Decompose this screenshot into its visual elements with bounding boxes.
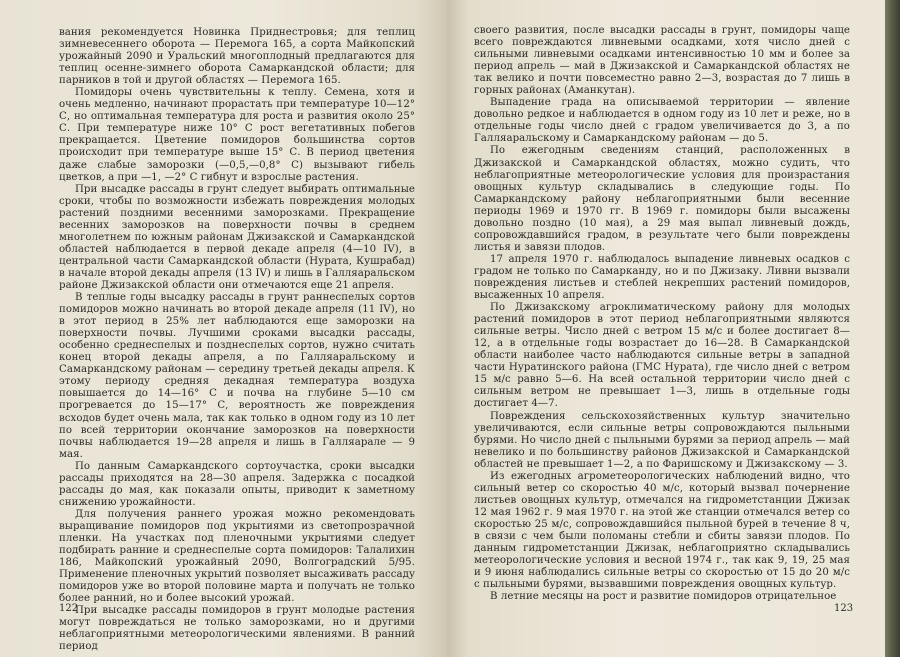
paragraph: Помидоры очень чувствительны к теплу. Семена, хотя и очень медленно, начинают прорастать при температуре 10—12° С, но оптимальная температура для роста и развития около 25° С. При температуре ниже 10° С рост вегетативных побегов прекращается. Цветение помидоров большинства сортов происходит при температуре выше 15° С. В период цветения даже слабые заморозки (—0,5,—0,8° С) вызывают гибель цветков, а при —1, —2° С гибнут и взрослые растения. (59, 87, 415, 183)
book-cover-edge (885, 0, 900, 657)
paragraph: По данным Самаркандского сортоучастка, сроки высадки рассады приходятся на 28—30 апреля. Задержка с посадкой рассады до мая, как показали опыты, приводит к заметному снижению урожайности. (59, 460, 415, 508)
paragraph: При высадке рассады в грунт следует выбирать оптимальные сроки, чтобы по возможности избежать повреждения молодых растений поздними весенними заморозками. Прекращение весенних заморозков на поверхности почвы в среднем многолетнем по южным районам Джизакской и Самаркандской областей наблюдается в первой декаде апреля (4—10 IV), в центральной части Самаркандской области (Нурата, Кушрабад) в начале второй декады апреля (13 IV) и лишь в Галляаральском районе Джизакской области они отмечаются еще 21 апреля. (59, 183, 415, 291)
paragraph: Выпадение града на описываемой территории — явление довольно редкое и наблюдается в одном году из 10 лет и реже, но в отдельные годы число дней с градом увеличивается до 3, а по Галляаральскому и Самаркандскому районам — до 5. (474, 97, 850, 145)
left-page-text (59, 27, 415, 653)
paragraph: Для получения раннего урожая можно рекомендовать выращивание помидоров под укрытиями из светопрозрачной пленки. На участках под пленочными укрытиями следует подбирать ранние и среднеспелые сорта помидоров: Талалихин 186, Майкопский урожайный 2090, Волгоградский 5/95. Применение пленочных укрытий позволяет высаживать рассаду помидоров уже во второй половине марта и получать не только более ранний, но и более высокий урожай. (59, 508, 415, 605)
paragraph: В теплые годы высадку рассады в грунт раннеспелых сортов помидоров можно начинать во второй декаде апреля (11 IV), но в этот период в 25% лет наблюдаются еще заморозки на поверхности почвы. Лучшими сроками высадки рассады, особенно среднеспелых и позднеспелых сортов, нужно считать конец второй декады апреля, а по Галляаральскому и Самаркандскому районам — середину третьей декады апреля. К этому периоду средняя декадная температура воздуха повышается до 14—16° С и почва на глубине 5—10 см прогревается до 15—17° С, вероятность же повреждения всходов будет очень мала, так как только в одном году из 10 лет по всей территории окончание заморозков на поверхности почвы наблюдается 19—28 апреля и лишь в Галляарале — 9 мая. (59, 292, 415, 460)
paragraph: Повреждения сельскохозяйственных культур значительно увеличиваются, если сильные ветры сопровождаются пыльными бурями. Но число дней с пыльными бурями за период апрель — май невелико и по большинству районов Джизакской и Самаркандской областей не превышает 1—2, а по Фаришскому и Джизакскому — 3. (474, 410, 850, 470)
left-page (0, 0, 447, 657)
paragraph: вания рекомендуется Новинка Приднестровья; для теплиц зимневесеннего оборота — Перемога 165, а сорта Майкопский урожайный 2090 и Уральский многоплодный предлагаются для теплиц осенне-зимнего оборота Самаркандской области; для парников в той и другой областях — Перемога 165. (59, 27, 415, 87)
right-page (447, 0, 885, 657)
paragraph: Из ежегодных агрометеорологических наблюдений видно, что сильный ветер со скоростью 40 м/с, который вызвал почернение листьев овощных культур, отмечался на гидрометстанции Джизак 12 мая 1962 г. 9 мая 1970 г. на этой же станции отмечался ветер со скоростью 25 м/с, сопровождавшийся пыльной бурей в течение 8 ч, в связи с чем были поломаны стебли и сбиты завязи плодов. По данным гидрометстанции Джизак, неблагоприятно складывались метеорологические условия и весной 1974 г., так как 9, 19, 25 мая и 9 июня наблюдались сильные ветры со скоростью от 15 до 20 м/с с пыльными бурями, вызвавшими повреждения овощных культур. (474, 470, 850, 591)
paragraph: своего развития, после высадки рассады в грунт, помидоры чаще всего повреждаются ливневыми осадками, хотя число дней с сильными ливневыми осадками интенсивностью 10 мм и более за период апрель — май в Джизакской и Самаркандской областях не так велико и почти повсеместно равно 2—3, возрастая до 7 лишь в горных районах (Аманкутан). (474, 25, 850, 97)
page-number: 123 (834, 603, 854, 614)
page-number: 122 (59, 603, 79, 614)
paragraph: По Джизакскому агроклиматическому району для молодых растений помидоров в этот период неблагоприятными являются сильные ветры. Число дней с ветром 15 м/с и более достигает 8—12, а в отдельные годы возрастает до 16—28. В Самаркандской области наиболее часто наблюдаются сильные ветры в западной части Нуратинского района (ГМС Нурата), где число дней с ветром 15 м/с равно 5—6. На всей остальной территории число дней с сильным ветром не превышает 1—3, лишь в отдельные годы достигает 4—7. (474, 302, 850, 410)
right-page-text (474, 25, 850, 603)
paragraph: По ежегодным сведениям станций, расположенных в Джизакской и Самаркандской областях, можно судить, что неблагоприятные метеорологические условия для произрастания овощных культур складывались в следующие годы. По Самаркандскому району неблагоприятными были весенние периоды 1969 и 1970 гг. В 1969 г. помидоры были высажены довольно поздно (10 мая), а 29 мая выпал ливневый дождь, сопровождавшийся градом, в результате чего были повреждены листья и завязи плодов. (474, 145, 850, 253)
paragraph: В летние месяцы на рост и развитие помидоров отрицательное (490, 591, 837, 603)
paragraph: При высадке рассады помидоров в грунт молодые растения могут повреждаться не только заморозками, но и другими неблагоприятными метеорологическими явлениями. В ранний период (59, 605, 415, 653)
paragraph: 17 апреля 1970 г. наблюдалось выпадение ливневых осадков с градом не только по Самарканду, но и по Джизаку. Ливни вызвали повреждения листьев и стеблей некрепших растений помидоров, высаженных 10 апреля. (474, 253, 850, 302)
